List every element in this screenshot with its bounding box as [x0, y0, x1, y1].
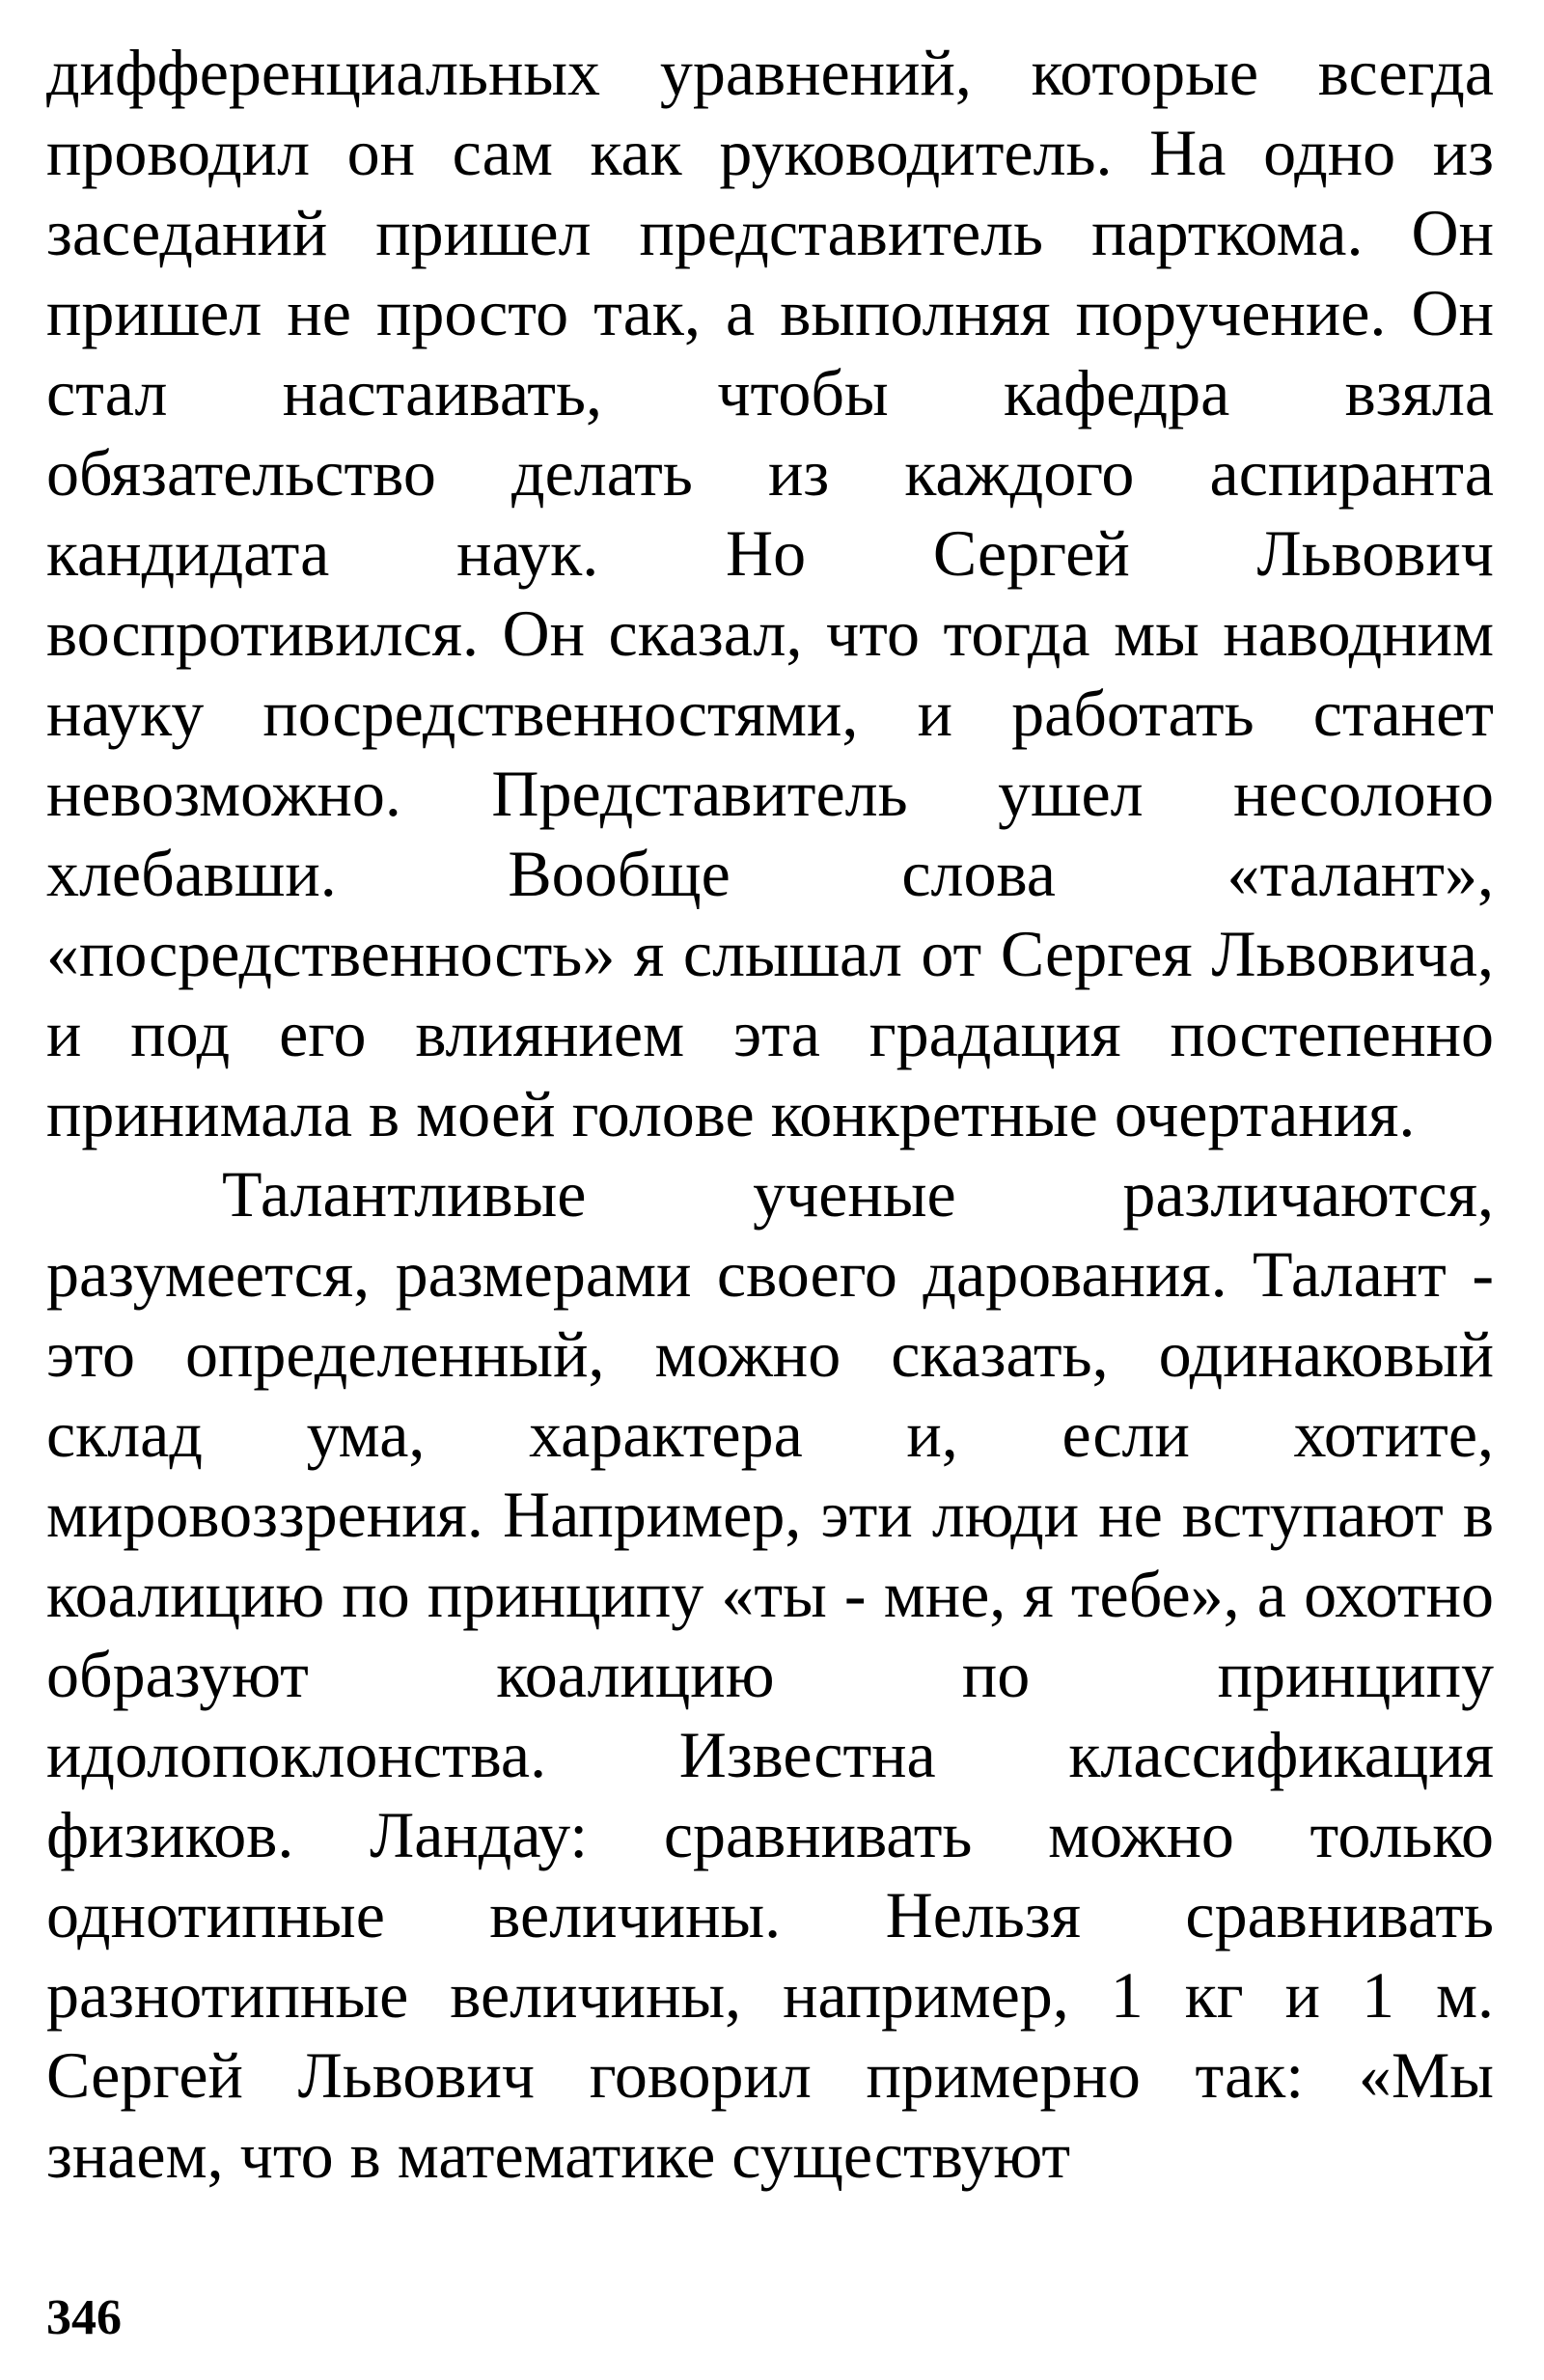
- page-body: [46, 33, 1494, 2196]
- paragraph-continuation: дифференциальных уравнений, которые всегда проводил он сам как руководитель. На одно из заседаний пришел представитель парткома. Он пришел не просто так, а выполняя поручение. Он стал настаивать, чтобы кафедра взяла обязательство делать из каждого аспиранта кандидата наук. Но Сергей Львович воспротивился. Он сказал, что тогда мы наводним науку посредственностями, и работать станет невозможно. Представитель ушел несолоно хлебавши. Вообще слова «талант», «посредственность» я слышал от Сергея Львовича, и под его влиянием эта градация постепенно принимала в моей голове конкретные очертания.: [46, 36, 1494, 1150]
- page-number: 346: [46, 2290, 122, 2345]
- paragraph-talent: Талантливые ученые различаются, разумеется, размерами своего дарования. Талант - это определенный, можно сказать, одинаковый склад ума, характера и, если хотите, мировоззрения. Например, эти люди не вступают в коалицию по принципу «ты - мне, я тебе», а охотно образуют коалицию по принципу идолопоклонства. Известна классификация физиков. Ландау: сравнивать можно только однотипные величины. Нельзя сравнивать разнотипные величины, например, 1 кг и 1 м. Сергей Львович говорил примерно так: «Мы знаем, что в математике существуют: [46, 1157, 1494, 2192]
